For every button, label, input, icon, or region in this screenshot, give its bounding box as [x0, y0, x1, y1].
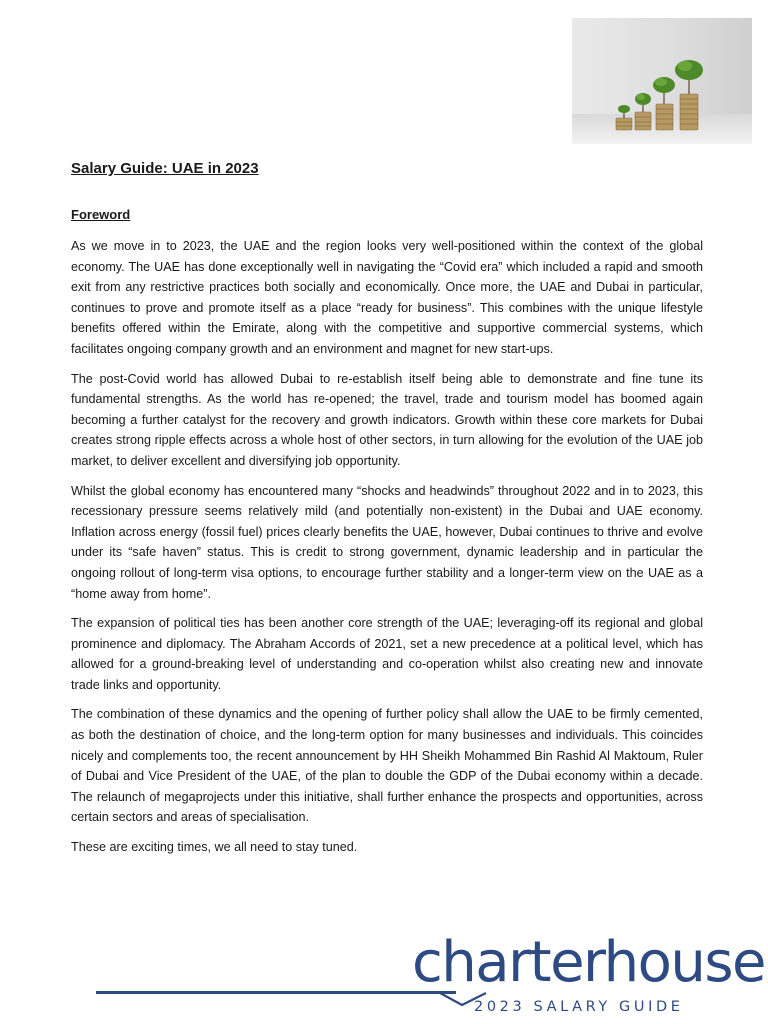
- paragraph: As we move in to 2023, the UAE and the region looks very well-positioned within the context of the global economy. The UAE has done exceptionally well in navigating the “Covid era” which included a rapid and smooth exit from any restrictive practices both socially and economically. Once more, the UAE and Dubai in particular, continues to prove and promote itself as a place “ready for business”. This combines with the unique lifestyle benefits offered within the Emirate, along with the competitive and supportive commercial systems, which facilitates ongoing company growth and an environment and magnet for new start-ups.: [71, 239, 703, 356]
- footer-divider: [96, 991, 456, 994]
- paragraph: The expansion of political ties has been another core strength of the UAE; leveraging-off its regional and global prominence and diplomacy. The Abraham Accords of 2021, set a new precedence at a political level, which has allowed for a ground-breaking level of understanding and co-operation whilst also creating new and innovate trade links and opportunity.: [71, 616, 703, 692]
- paragraph: The post-Covid world has allowed Dubai to re-establish itself being able to demonstrate and fine tune its fundamental strengths. As the world has re-opened; the travel, trade and tourism model has boomed again becoming a further catalyst for the recovery and growth indicators. Growth within these core markets for Dubai creates strong ripple effects across a whole host of other sectors, in turn allowing for the evolution of the UAE job market, to deliver excellent and diversifying job opportunity.: [71, 371, 703, 468]
- page-title: Salary Guide: UAE in 2023: [71, 160, 259, 177]
- growing-coins-plants-icon: [572, 18, 752, 144]
- body-text: [71, 236, 703, 867]
- brand-logo: [412, 930, 765, 1019]
- paragraph: These are exciting times, we all need to stay tuned.: [71, 840, 358, 855]
- paragraph: The combination of these dynamics and the opening of further policy shall allow the UAE to be firmly cemented, as both the destination of choice, and the long-term option for many businesses and individuals. This coincides nicely and complements too, the recent announcement by HH Sheikh Mohammed Bin Rashid Al Maktoum, Ruler of Dubai and Vice President of the UAE, of the plan to double the GDP of the Dubai economy within a decade. The relaunch of megaprojects under this initiative, shall further enhance the prospects and opportunities, across certain sectors and areas of specialisation.: [71, 707, 703, 825]
- paragraph: Whilst the global economy has encountered many “shocks and headwinds” throughout 2022 and in to 2023, this recessionary pressure seems relatively mild (and potentially non-existent) in the Dubai and UAE economy. Inflation across energy (fossil fuel) prices clearly benefits the UAE, however, Dubai continues to thrive and evolve under its “safe haven” status. This is credit to strong government, dynamic leadership and in particular the ongoing rollout of long-term visa options, to encourage further stability and a longer-term view on the UAE as a “home away from home”.: [71, 483, 703, 601]
- brand-subtitle: 2023 SALARY GUIDE: [474, 999, 684, 1015]
- brand-name: charterhouse: [412, 930, 765, 995]
- hero-image: [572, 18, 752, 144]
- section-heading: Foreword: [71, 207, 131, 222]
